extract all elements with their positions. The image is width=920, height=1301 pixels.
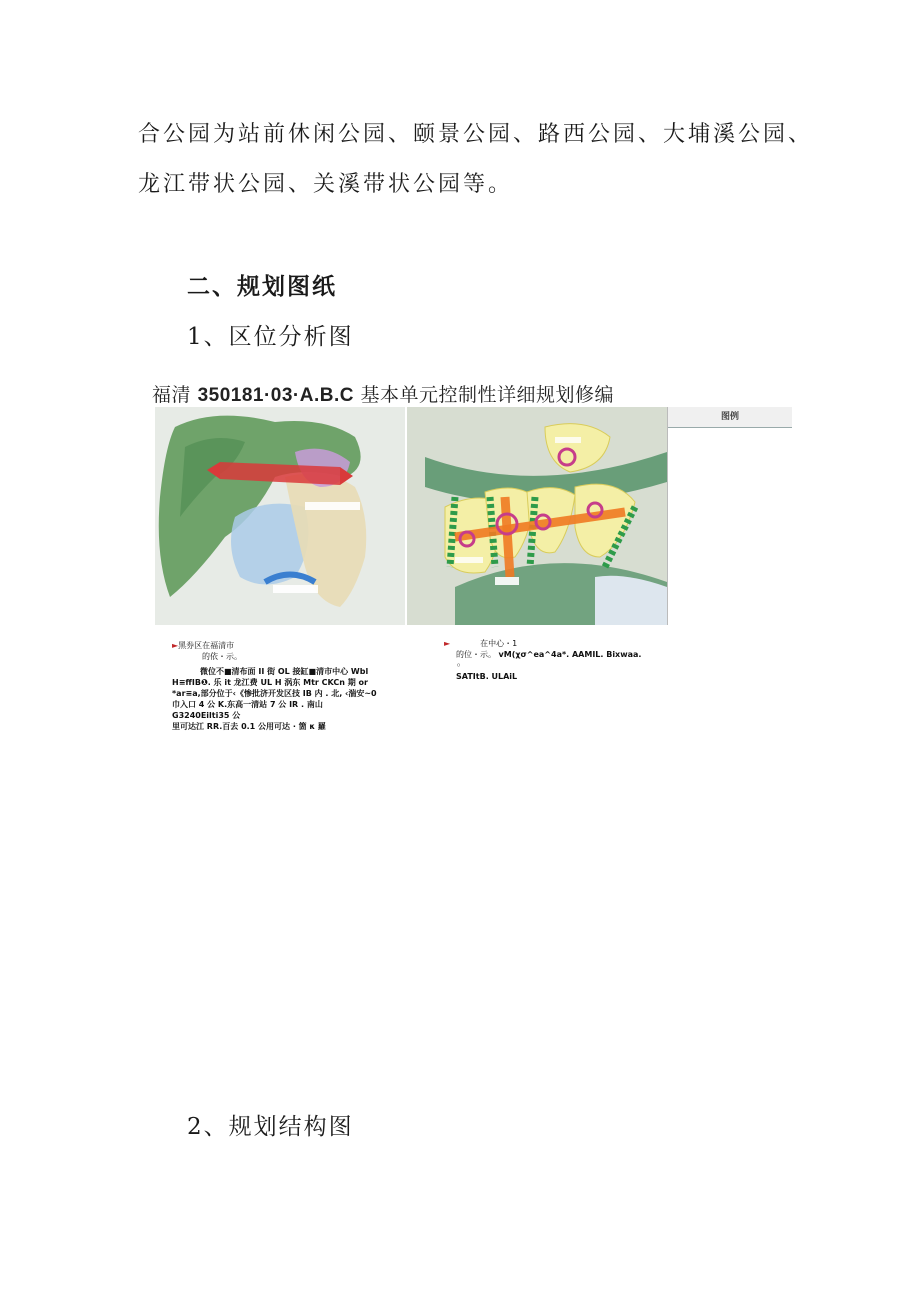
bullet-arrow-icon: ►: [444, 639, 451, 648]
body-text-line-2: 龙江带状公园、关溪带状公园等。: [138, 172, 514, 197]
note-right-line-3: SATItB. ULAiL: [456, 672, 518, 681]
figure-note-left: [172, 640, 382, 732]
subheading-structure-plan: 2、规划结构图: [187, 1114, 354, 1140]
figure-title-prefix: 福清: [152, 384, 192, 406]
note-left-line-1: 黑券区在福清市: [178, 641, 235, 650]
figure-title-suffix: 基本单元控制性详细规划修编: [360, 384, 615, 406]
map-legend: [667, 407, 792, 625]
note-left-line-5: *ar≡a,部分位于‹《惨批济开发区技 IB 内 . 北, ‹湍安~0: [172, 689, 377, 698]
note-left-line-2: 的依・示。: [202, 652, 242, 661]
body-text-line-1: 合公园为站前休闲公园、颐景公园、路西公园、大埔溪公园、: [138, 122, 814, 147]
note-left-line-3: 微位不■清布面 II 街 OL 接缸■清市中心 Wbl: [200, 667, 369, 676]
section-heading-plans: 二、规划图纸: [187, 274, 337, 300]
note-right-line-2b: vM(χσ^ea^4a*. AAMIL. Bixwaa. ◦: [456, 650, 642, 670]
figure-title: [152, 380, 614, 407]
note-right-line-1: 在中心・1: [480, 639, 518, 648]
note-left-line-6: 巾入口 4 公 K.东高一清站 7 公 IR . 南山 G3240Eilti35 公: [172, 700, 323, 720]
note-left-line-7: 里可达江 RR.百去 0.1 公用可达 · 箇 κ 羅: [172, 722, 326, 731]
note-right-line-2: 的位・示。: [456, 650, 496, 659]
subheading-location-analysis: 1、区位分析图: [187, 324, 354, 350]
figure-title-code: 350181·03·A.B.C: [197, 385, 354, 406]
note-left-line-4: H≡ffIB❶. 乐 it 龙江费 UL H 涡东 Mtr CKCn 期 or: [172, 678, 368, 687]
figure-note-right: [444, 638, 644, 682]
bullet-arrow-icon: ►: [172, 641, 179, 650]
legend-title: 图例: [668, 407, 792, 428]
